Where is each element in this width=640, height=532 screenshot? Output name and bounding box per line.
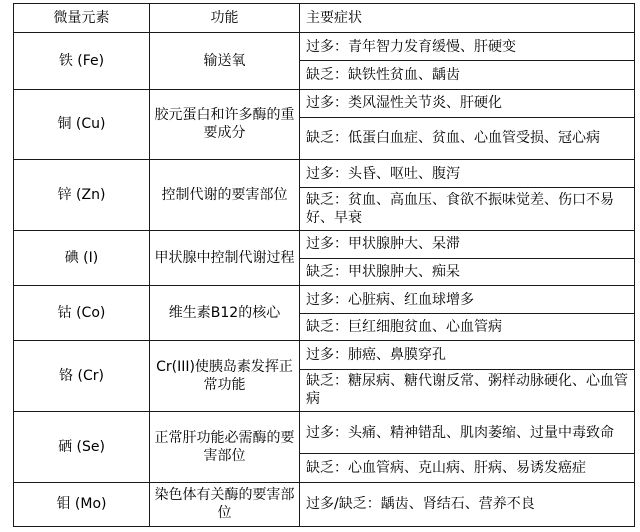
excess-cell: 过多：头痛、精神错乱、肌肉萎缩、过量中毒致命 [300,411,635,453]
function-cell: 输送氧 [150,33,300,89]
trace-elements-table [13,3,635,527]
deficiency-cell: 缺乏：贫血、高血压、食欲不振味觉差、伤口不易好、早衰 [300,188,635,230]
table-row [14,89,635,117]
table-row [14,160,635,188]
excess-cell: 过多：头昏、呕吐、腹泻 [300,160,635,188]
function-cell: 胶元蛋白和许多酶的重要成分 [150,89,300,160]
function-cell: 染色体有关酶的要害部位 [150,482,300,527]
symptoms-cell: 过多/缺乏：龋齿、肾结石、营养不良 [300,482,635,527]
table-row [14,33,635,61]
deficiency-cell: 缺乏：缺铁性贫血、龋齿 [300,61,635,89]
element-cell: 钼 (Mo) [14,482,150,527]
table-container [13,3,634,527]
function-cell: Cr(III)使胰岛素发挥正常功能 [150,341,300,412]
function-cell: 控制代谢的要害部位 [150,160,300,231]
table-row [14,230,635,258]
excess-cell: 过多：甲状腺肿大、呆滞 [300,230,635,258]
element-cell: 钴 (Co) [14,286,150,341]
excess-cell: 过多：青年智力发育缓慢、肝硬变 [300,33,635,61]
element-cell: 硒 (Se) [14,411,150,482]
deficiency-cell: 缺乏：心血管病、克山病、肝病、易诱发癌症 [300,454,635,482]
table-row [14,482,635,527]
excess-cell: 过多：心脏病、红血球增多 [300,286,635,314]
deficiency-cell: 缺乏：低蛋白血症、贫血、心血管受损、冠心病 [300,117,635,159]
function-cell: 甲状腺中控制代谢过程 [150,230,300,285]
element-cell: 铁 (Fe) [14,33,150,89]
header-symptoms: 主要症状 [300,4,635,33]
deficiency-cell: 缺乏：甲状腺肿大、痴呆 [300,258,635,285]
table-row [14,286,635,314]
header-function: 功能 [150,4,300,33]
element-cell: 碘 (I) [14,230,150,285]
header-row [14,4,635,33]
function-cell: 正常肝功能必需酶的要害部位 [150,411,300,482]
element-cell: 锌 (Zn) [14,160,150,231]
table-row [14,411,635,453]
table-row [14,341,635,369]
excess-cell: 过多：类风湿性关节炎、肝硬化 [300,89,635,117]
function-cell: 维生素B12的核心 [150,286,300,341]
element-cell: 铬 (Cr) [14,341,150,412]
element-cell: 铜 (Cu) [14,89,150,160]
deficiency-cell: 缺乏：糖尿病、糖代谢反常、粥样动脉硬化、心血管病 [300,369,635,411]
header-element: 微量元素 [14,4,150,33]
excess-cell: 过多：肺癌、鼻膜穿孔 [300,341,635,369]
deficiency-cell: 缺乏：巨红细胞贫血、心血管病 [300,314,635,341]
